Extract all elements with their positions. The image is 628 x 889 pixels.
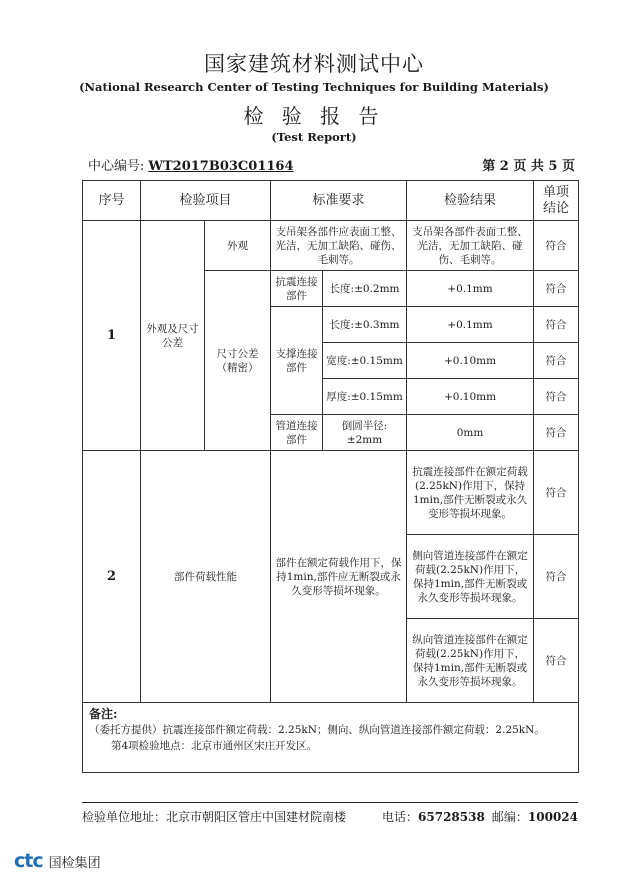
- sub-item-appearance: 外观: [205, 221, 271, 271]
- header-requirement: 标准要求: [271, 181, 407, 221]
- postcode-value: 100024: [527, 810, 578, 824]
- page-indicator: 第 2 页 共 5 页: [482, 159, 575, 174]
- result: 纵向管道连接部件在额定荷载(2.25kN)作用下，保持1min,部件无断裂或永久变形等损坏现象。: [407, 619, 534, 703]
- requirement: 支吊架各部件应表面工整、光洁，无加工缺陷、碰伤、毛刺等。: [271, 221, 407, 271]
- part-name: 抗震连接部件: [271, 271, 323, 307]
- row-number: 2: [83, 451, 141, 703]
- header-conclusion: 单项结论: [534, 181, 579, 221]
- header-result: 检验结果: [407, 181, 534, 221]
- header-no: 序号: [83, 181, 141, 221]
- ctc-logo-icon: ctc: [14, 850, 43, 872]
- item-name: 外观及尺寸公差: [141, 221, 205, 451]
- footer-postcode: [492, 808, 578, 825]
- report-id-label: 中心编号:: [88, 159, 145, 174]
- conclusion: 符合: [534, 307, 579, 343]
- conclusion: 符合: [534, 619, 579, 703]
- part-name: 支撑连接部件: [271, 307, 323, 415]
- requirement: 长度:±0.2mm: [323, 271, 407, 307]
- table-row: [83, 451, 579, 535]
- notes-line-2: 第4项检验地点：北京市通州区宋庄开发区。: [111, 740, 318, 752]
- report-id: [88, 155, 294, 174]
- conclusion: 符合: [534, 271, 579, 307]
- conclusion: 符合: [534, 379, 579, 415]
- result: +0.1mm: [407, 307, 534, 343]
- part-name: 管道连接部件: [271, 415, 323, 451]
- report-id-row: [88, 155, 575, 175]
- footer-divider: [82, 802, 578, 803]
- row-number: 1: [83, 221, 141, 451]
- org-name-en: (National Research Center of Testing Techniques for Building Materials): [79, 80, 549, 94]
- notes-line-1: （委托方提供）抗震连接部件额定荷载：2.25kN；侧向、纵向管道连接部件额定荷载：2.25kN。: [89, 724, 545, 736]
- report-title-cn: 检 验 报 告: [243, 104, 385, 128]
- requirement: 长度:±0.3mm: [323, 307, 407, 343]
- inspection-table: [82, 180, 579, 773]
- phone-value: 65728538: [418, 810, 485, 824]
- postcode-label: 邮编：: [491, 810, 528, 824]
- result: 侧向管道连接部件在额定荷载(2.25kN)作用下，保持1min,部件无断裂或永久变形等损坏现象。: [407, 535, 534, 619]
- org-name-cn: 国家建筑材料测试中心: [204, 52, 424, 76]
- sub-item-dimension: 尺寸公差（精密）: [205, 271, 271, 451]
- result: +0.10mm: [407, 343, 534, 379]
- conclusion: 符合: [534, 415, 579, 451]
- table-row: [83, 221, 579, 271]
- result: 支吊架各部件表面工整、光洁，无加工缺陷、碰伤、毛刺等。: [407, 221, 534, 271]
- conclusion: 符合: [534, 343, 579, 379]
- footer-phone: [382, 808, 485, 825]
- requirement: 倒圆半径:±2mm: [323, 415, 407, 451]
- notes-title: 备注:: [89, 707, 118, 721]
- phone-label: 电话：: [382, 810, 419, 824]
- conclusion: 符合: [534, 221, 579, 271]
- notes-cell: [83, 703, 579, 773]
- company-logo: [14, 850, 101, 872]
- result: 抗震连接部件在额定荷载(2.25kN)作用下，保持1min,部件无断裂或永久变形等损坏现象。: [407, 451, 534, 535]
- report-title-en: (Test Report): [271, 130, 357, 144]
- report-id-value: WT2017B03C01164: [148, 159, 294, 174]
- result: +0.10mm: [407, 379, 534, 415]
- table-header-row: [83, 181, 579, 221]
- requirement: 厚度:±0.15mm: [323, 379, 407, 415]
- result: 0mm: [407, 415, 534, 451]
- requirement: 部件在额定荷载作用下，保持1min,部件应无断裂或永久变形等损坏现象。: [271, 451, 407, 703]
- item-name: 部件荷载性能: [141, 451, 271, 703]
- requirement: 宽度:±0.15mm: [323, 343, 407, 379]
- result: +0.1mm: [407, 271, 534, 307]
- conclusion: 符合: [534, 451, 579, 535]
- notes-row: [83, 703, 579, 773]
- footer-address: 检验单位地址：北京市朝阳区管庄中国建材院南楼: [82, 810, 347, 824]
- conclusion: 符合: [534, 535, 579, 619]
- company-name: 国检集团: [48, 855, 101, 871]
- header-item: 检验项目: [141, 181, 271, 221]
